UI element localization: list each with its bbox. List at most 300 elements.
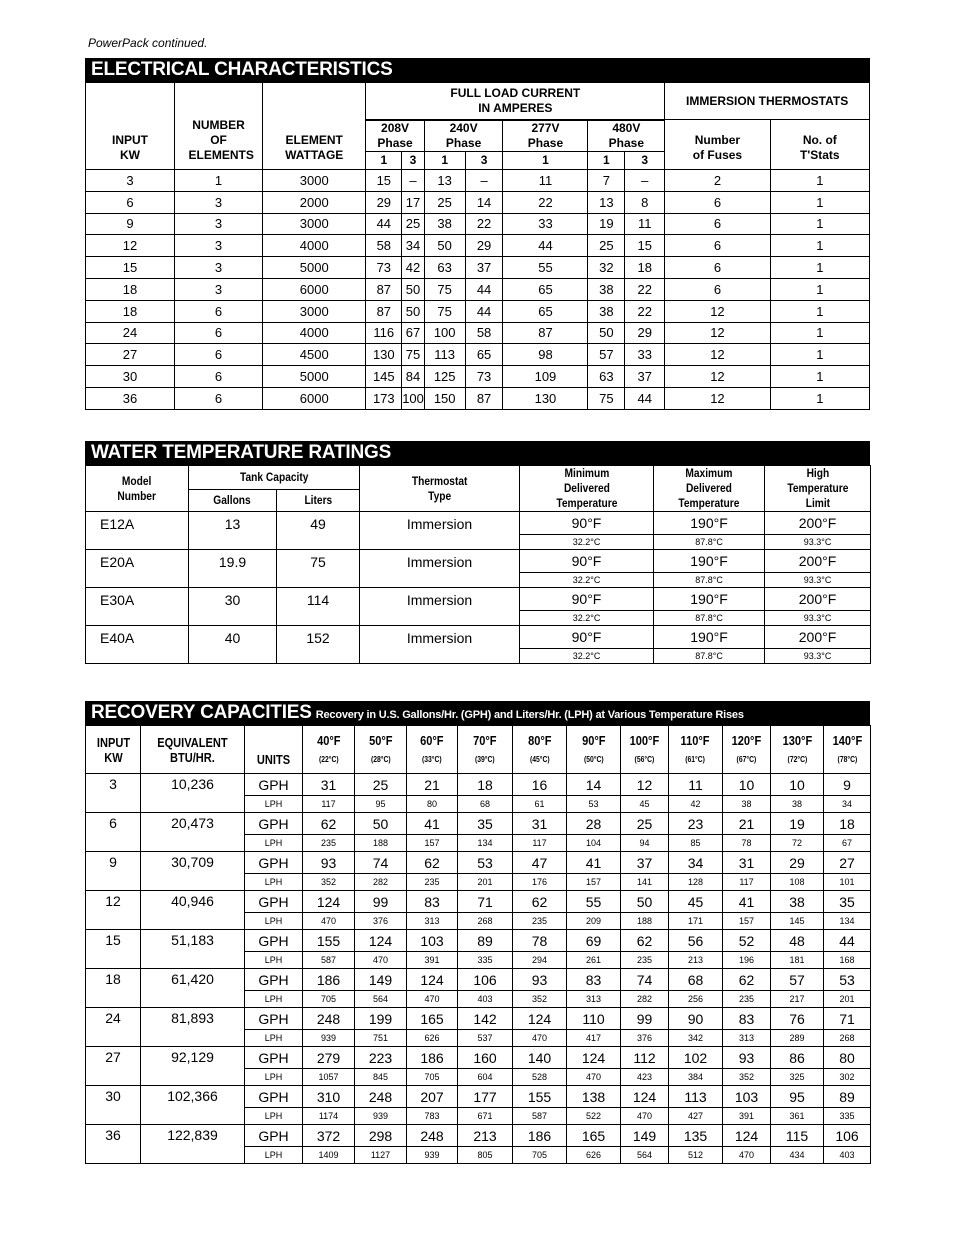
cell-gph: 213	[458, 1125, 513, 1147]
cell-lph: 391	[723, 1108, 771, 1125]
table-cell: 173	[366, 387, 402, 409]
header-element-wattage: ELEMENT WATTAGE	[263, 83, 366, 170]
cell-high-c: 93.3°C	[765, 535, 871, 550]
table-cell: 5000	[263, 257, 366, 279]
table-cell: –	[402, 170, 425, 192]
table-cell: 6	[86, 191, 175, 213]
cell-high-c: 93.3°C	[765, 611, 871, 626]
cell-gph: 25	[355, 774, 407, 796]
table-cell: 75	[424, 278, 465, 300]
header-277v: 277V Phase	[503, 121, 588, 152]
cell-model: E20A	[86, 550, 189, 588]
cell-lph: 95	[355, 796, 407, 813]
table-cell: 65	[503, 300, 588, 322]
header-input-kw: INPUT KW	[86, 726, 141, 774]
table-row	[86, 278, 870, 300]
cell-lph: 261	[567, 952, 621, 969]
cell-gph: 12	[621, 774, 669, 796]
header-rise: 110°F (61°C)	[669, 726, 723, 774]
phase-3: 3	[402, 152, 425, 170]
cell-gph: 78	[513, 930, 567, 952]
cell-lph: 134	[824, 913, 871, 930]
table-cell: 4000	[263, 322, 366, 344]
cell-unit-lph: LPH	[245, 835, 303, 852]
cell-lph: 626	[407, 1030, 458, 1047]
table-cell: 1	[770, 344, 869, 366]
table-cell: –	[625, 170, 665, 192]
cell-input-kw: 18	[86, 969, 141, 1008]
recovery-subtitle: Recovery in U.S. Gallons/Hr. (GPH) and Liters/Hr. (LPH) at Various Temperature Rises	[315, 709, 744, 721]
cell-lph: 705	[513, 1147, 567, 1164]
cell-gallons: 13	[189, 512, 277, 550]
table-cell: 145	[366, 366, 402, 388]
table-cell: 13	[424, 170, 465, 192]
cell-gph: 298	[355, 1125, 407, 1147]
cell-unit-lph: LPH	[245, 1069, 303, 1086]
cell-lph: 751	[355, 1030, 407, 1047]
cell-max-f: 190°F	[654, 588, 765, 611]
cell-lph: 268	[824, 1030, 871, 1047]
cell-input-kw: 9	[86, 852, 141, 891]
cell-gph: 149	[355, 969, 407, 991]
cell-gph: 124	[513, 1008, 567, 1030]
table-cell: 15	[86, 257, 175, 279]
table-cell: 3	[175, 213, 263, 235]
table-cell: 29	[366, 191, 402, 213]
cell-gph: 186	[303, 969, 355, 991]
cell-lph: 470	[407, 991, 458, 1008]
cell-min-c: 32.2°C	[520, 573, 654, 588]
cell-gph: 21	[723, 813, 771, 835]
cell-lph: 235	[621, 952, 669, 969]
cell-max-c: 87.8°C	[654, 573, 765, 588]
cell-gph: 93	[513, 969, 567, 991]
phase-1: 1	[503, 152, 588, 170]
table-cell: 6	[175, 344, 263, 366]
cell-unit-gph: GPH	[245, 813, 303, 835]
table-cell: 25	[424, 191, 465, 213]
cell-lph: 805	[458, 1147, 513, 1164]
cell-gph: 177	[458, 1086, 513, 1108]
cell-gph: 165	[407, 1008, 458, 1030]
table-cell: 1	[770, 366, 869, 388]
table-cell: 38	[424, 213, 465, 235]
cell-lph: 335	[824, 1108, 871, 1125]
cell-gph: 248	[355, 1086, 407, 1108]
cell-gph: 165	[567, 1125, 621, 1147]
cell-lph: 470	[567, 1069, 621, 1086]
cell-gph: 90	[669, 1008, 723, 1030]
cell-unit-lph: LPH	[245, 796, 303, 813]
cell-lph: 45	[621, 796, 669, 813]
cell-lph: 256	[669, 991, 723, 1008]
table-cell: 1	[770, 387, 869, 409]
cell-min-c: 32.2°C	[520, 535, 654, 550]
cell-lph: 604	[458, 1069, 513, 1086]
cell-lph: 417	[567, 1030, 621, 1047]
cell-lph: 564	[355, 991, 407, 1008]
table-cell: 58	[366, 235, 402, 257]
cell-gph: 62	[303, 813, 355, 835]
cell-unit-gph: GPH	[245, 1008, 303, 1030]
cell-btu: 81,893	[141, 1008, 245, 1047]
water-section	[85, 441, 870, 664]
cell-input-kw: 12	[86, 891, 141, 930]
cell-lph: 289	[771, 1030, 824, 1047]
cell-lph: 67	[824, 835, 871, 852]
cell-gph: 31	[723, 852, 771, 874]
table-cell: 75	[588, 387, 625, 409]
table-cell: 6	[175, 300, 263, 322]
cell-lph: 171	[669, 913, 723, 930]
cell-lph: 141	[621, 874, 669, 891]
cell-lph: 268	[458, 913, 513, 930]
cell-unit-gph: GPH	[245, 1086, 303, 1108]
cell-unit-lph: LPH	[245, 952, 303, 969]
cell-lph: 78	[723, 835, 771, 852]
cell-lph: 72	[771, 835, 824, 852]
header-rise: 90°F (50°C)	[567, 726, 621, 774]
cell-gph: 19	[771, 813, 824, 835]
cell-lph: 587	[303, 952, 355, 969]
cell-gph: 93	[723, 1047, 771, 1069]
cell-lph: 128	[669, 874, 723, 891]
table-cell: 44	[503, 235, 588, 257]
table-cell: 12	[86, 235, 175, 257]
cell-gph: 83	[407, 891, 458, 913]
table-cell: 100	[424, 322, 465, 344]
table-cell: 84	[402, 366, 425, 388]
table-row	[86, 852, 871, 874]
recovery-section	[85, 701, 870, 1164]
cell-lph: 117	[303, 796, 355, 813]
cell-gph: 74	[355, 852, 407, 874]
header-rise: 120°F (67°C)	[723, 726, 771, 774]
recovery-title: RECOVERY CAPACITIES Recovery in U.S. Gallons/Hr. (GPH) and Liters/Hr. (LPH) at Various Temperature Rises	[85, 701, 870, 725]
table-cell: 58	[465, 322, 503, 344]
cell-lph: 108	[771, 874, 824, 891]
table-cell: 24	[86, 322, 175, 344]
table-row	[86, 257, 870, 279]
cell-input-kw: 3	[86, 774, 141, 813]
cell-btu: 61,420	[141, 969, 245, 1008]
table-row	[86, 774, 871, 796]
cell-gph: 41	[407, 813, 458, 835]
cell-lph: 522	[567, 1108, 621, 1125]
cell-unit-lph: LPH	[245, 913, 303, 930]
cell-gph: 35	[824, 891, 871, 913]
table-cell: 12	[665, 387, 770, 409]
table-cell: 3000	[263, 170, 366, 192]
table-row	[86, 235, 870, 257]
table-cell: 33	[503, 213, 588, 235]
cell-gph: 31	[303, 774, 355, 796]
cell-lph: 201	[458, 874, 513, 891]
cell-gph: 27	[824, 852, 871, 874]
table-cell: 3	[175, 257, 263, 279]
cell-model: E40A	[86, 626, 189, 664]
cell-gph: 140	[513, 1047, 567, 1069]
cell-gph: 102	[669, 1047, 723, 1069]
cell-gph: 68	[669, 969, 723, 991]
cell-gph: 279	[303, 1047, 355, 1069]
table-cell: 63	[424, 257, 465, 279]
cell-min-f: 90°F	[520, 626, 654, 649]
cell-gph: 29	[771, 852, 824, 874]
cell-unit-gph: GPH	[245, 852, 303, 874]
cell-gph: 53	[458, 852, 513, 874]
cell-gph: 71	[458, 891, 513, 913]
table-cell: 6	[665, 235, 770, 257]
cell-lph: 537	[458, 1030, 513, 1047]
cell-lph: 85	[669, 835, 723, 852]
continued-note: PowerPack continued.	[88, 36, 208, 50]
cell-lph: 434	[771, 1147, 824, 1164]
table-cell: 44	[465, 300, 503, 322]
cell-lph: 587	[513, 1108, 567, 1125]
cell-lph: 134	[458, 835, 513, 852]
table-cell: 98	[503, 344, 588, 366]
table-cell: 38	[588, 300, 625, 322]
cell-min-c: 32.2°C	[520, 649, 654, 664]
cell-gph: 53	[824, 969, 871, 991]
cell-gph: 142	[458, 1008, 513, 1030]
cell-gph: 37	[621, 852, 669, 874]
table-row	[86, 191, 870, 213]
cell-gph: 74	[621, 969, 669, 991]
cell-lph: 235	[303, 835, 355, 852]
table-cell: 36	[86, 387, 175, 409]
table-cell: 1	[770, 191, 869, 213]
cell-lph: 1409	[303, 1147, 355, 1164]
cell-gph: 124	[355, 930, 407, 952]
header-units: UNITS	[245, 726, 303, 774]
cell-input-kw: 24	[86, 1008, 141, 1047]
cell-lph: 188	[355, 835, 407, 852]
table-cell: 100	[402, 387, 425, 409]
table-cell: 116	[366, 322, 402, 344]
table-cell: 3	[86, 170, 175, 192]
table-cell: 15	[366, 170, 402, 192]
cell-gph: 110	[567, 1008, 621, 1030]
cell-gph: 83	[567, 969, 621, 991]
table-cell: 25	[402, 213, 425, 235]
cell-lph: 213	[669, 952, 723, 969]
cell-gph: 45	[669, 891, 723, 913]
cell-type: Immersion	[360, 550, 520, 588]
table-cell: 3000	[263, 213, 366, 235]
cell-min-f: 90°F	[520, 588, 654, 611]
table-cell: 29	[465, 235, 503, 257]
cell-high-f: 200°F	[765, 512, 871, 535]
electrical-table	[85, 82, 870, 410]
cell-gallons: 30	[189, 588, 277, 626]
cell-gph: 86	[771, 1047, 824, 1069]
table-cell: 33	[625, 344, 665, 366]
table-cell: 22	[503, 191, 588, 213]
cell-lph: 53	[567, 796, 621, 813]
cell-lph: 104	[567, 835, 621, 852]
table-cell: 87	[366, 278, 402, 300]
cell-lph: 427	[669, 1108, 723, 1125]
table-cell: 130	[503, 387, 588, 409]
cell-high-f: 200°F	[765, 626, 871, 649]
cell-gph: 62	[513, 891, 567, 913]
cell-gph: 57	[771, 969, 824, 991]
cell-gph: 47	[513, 852, 567, 874]
cell-lph: 423	[621, 1069, 669, 1086]
table-row	[86, 170, 870, 192]
table-cell: 6	[665, 278, 770, 300]
table-cell: 18	[86, 300, 175, 322]
table-cell: 2	[665, 170, 770, 192]
cell-lph: 313	[567, 991, 621, 1008]
header-rise: 80°F (45°C)	[513, 726, 567, 774]
table-cell: 6000	[263, 278, 366, 300]
header-number-of-elements: NUMBER OF ELEMENTS	[175, 83, 263, 170]
cell-gph: 99	[355, 891, 407, 913]
table-cell: 22	[465, 213, 503, 235]
cell-gph: 93	[303, 852, 355, 874]
header-no-of-tstats: No. of T'Stats	[770, 120, 869, 170]
cell-lph: 217	[771, 991, 824, 1008]
cell-lph: 470	[355, 952, 407, 969]
cell-lph: 101	[824, 874, 871, 891]
cell-max-f: 190°F	[654, 626, 765, 649]
cell-lph: 68	[458, 796, 513, 813]
table-row	[86, 387, 870, 409]
table-cell: 4000	[263, 235, 366, 257]
table-cell: 1	[770, 278, 869, 300]
cell-lph: 705	[303, 991, 355, 1008]
cell-lph: 181	[771, 952, 824, 969]
cell-gallons: 19.9	[189, 550, 277, 588]
header-rise: 140°F (78°C)	[824, 726, 871, 774]
table-cell: 1	[770, 213, 869, 235]
cell-gph: 186	[407, 1047, 458, 1069]
cell-lph: 302	[824, 1069, 871, 1086]
cell-gph: 106	[824, 1125, 871, 1147]
cell-lph: 235	[723, 991, 771, 1008]
table-cell: 113	[424, 344, 465, 366]
cell-gph: 44	[824, 930, 871, 952]
cell-lph: 61	[513, 796, 567, 813]
cell-gph: 115	[771, 1125, 824, 1147]
table-cell: 6	[175, 322, 263, 344]
table-cell: 37	[625, 366, 665, 388]
cell-gph: 124	[303, 891, 355, 913]
header-number-of-fuses: Number of Fuses	[665, 120, 770, 170]
table-row	[86, 1125, 871, 1147]
cell-lph: 80	[407, 796, 458, 813]
cell-gph: 89	[458, 930, 513, 952]
header-full-load-current: FULL LOAD CURRENT IN AMPERES	[366, 83, 665, 120]
phase-1: 1	[588, 152, 625, 170]
cell-gph: 10	[771, 774, 824, 796]
cell-lph: 564	[621, 1147, 669, 1164]
header-input-kw: INPUT KW	[86, 83, 175, 170]
cell-gph: 149	[621, 1125, 669, 1147]
cell-liters: 75	[277, 550, 360, 588]
cell-min-c: 32.2°C	[520, 611, 654, 626]
cell-lph: 342	[669, 1030, 723, 1047]
cell-gph: 14	[567, 774, 621, 796]
table-cell: 87	[465, 387, 503, 409]
cell-btu: 122,839	[141, 1125, 245, 1164]
table-cell: 6	[665, 257, 770, 279]
cell-lph: 313	[723, 1030, 771, 1047]
cell-gph: 18	[458, 774, 513, 796]
table-cell: 14	[465, 191, 503, 213]
header-rise: 60°F (33°C)	[407, 726, 458, 774]
table-row	[86, 300, 870, 322]
table-row	[86, 550, 871, 573]
cell-gph: 80	[824, 1047, 871, 1069]
table-row	[86, 588, 871, 611]
cell-gph: 103	[407, 930, 458, 952]
cell-gph: 223	[355, 1047, 407, 1069]
cell-gph: 62	[621, 930, 669, 952]
table-cell: 42	[402, 257, 425, 279]
cell-btu: 30,709	[141, 852, 245, 891]
table-cell: 22	[625, 300, 665, 322]
cell-gph: 28	[567, 813, 621, 835]
cell-unit-gph: GPH	[245, 1125, 303, 1147]
table-row	[86, 512, 871, 535]
cell-btu: 51,183	[141, 930, 245, 969]
table-cell: 50	[402, 278, 425, 300]
cell-gph: 124	[723, 1125, 771, 1147]
cell-unit-lph: LPH	[245, 1030, 303, 1047]
cell-lph: 188	[621, 913, 669, 930]
cell-lph: 1057	[303, 1069, 355, 1086]
cell-gph: 207	[407, 1086, 458, 1108]
cell-gph: 35	[458, 813, 513, 835]
table-cell: 11	[503, 170, 588, 192]
table-cell: 25	[588, 235, 625, 257]
cell-input-kw: 15	[86, 930, 141, 969]
cell-lph: 34	[824, 796, 871, 813]
table-cell: 73	[366, 257, 402, 279]
table-cell: 50	[588, 322, 625, 344]
phase-3: 3	[625, 152, 665, 170]
cell-lph: 352	[303, 874, 355, 891]
cell-lph: 42	[669, 796, 723, 813]
cell-gph: 9	[824, 774, 871, 796]
table-cell: 44	[625, 387, 665, 409]
cell-unit-gph: GPH	[245, 1047, 303, 1069]
table-cell: 13	[588, 191, 625, 213]
cell-lph: 376	[355, 913, 407, 930]
cell-gph: 160	[458, 1047, 513, 1069]
phase-3: 3	[465, 152, 503, 170]
phase-1: 1	[424, 152, 465, 170]
cell-gph: 135	[669, 1125, 723, 1147]
cell-btu: 40,946	[141, 891, 245, 930]
cell-lph: 168	[824, 952, 871, 969]
table-cell: 50	[402, 300, 425, 322]
header-tank-capacity: Tank Capacity	[189, 466, 360, 490]
cell-type: Immersion	[360, 588, 520, 626]
water-table	[85, 465, 871, 664]
cell-gph: 106	[458, 969, 513, 991]
cell-unit-lph: LPH	[245, 874, 303, 891]
cell-gph: 71	[824, 1008, 871, 1030]
cell-gph: 56	[669, 930, 723, 952]
cell-min-f: 90°F	[520, 550, 654, 573]
cell-gph: 112	[621, 1047, 669, 1069]
cell-lph: 117	[513, 835, 567, 852]
